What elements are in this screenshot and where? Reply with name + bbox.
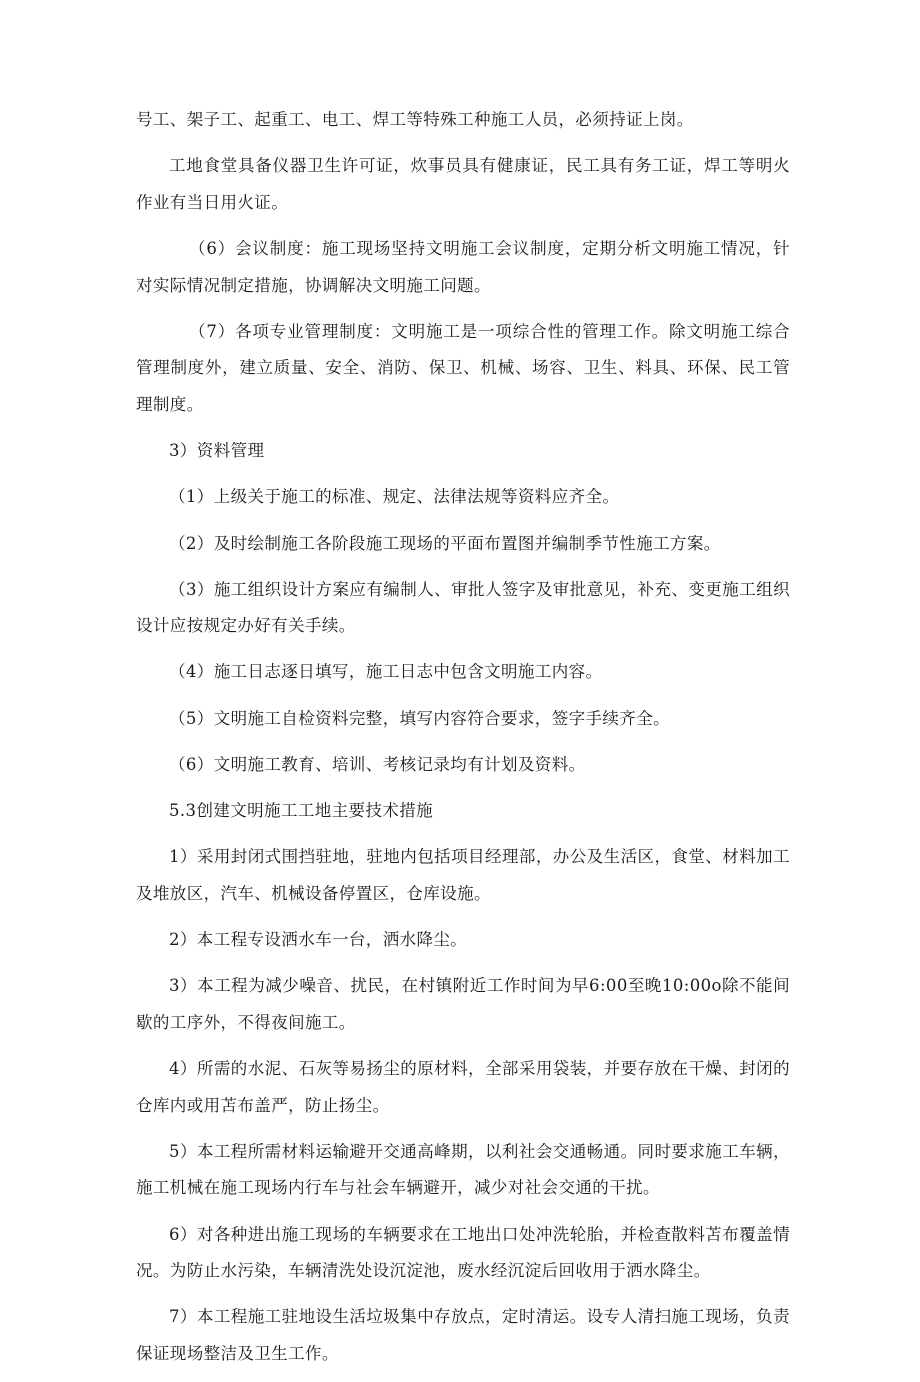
list-item-documents-6: （6）文明施工教育、培训、考核记录均有计划及资料。 [169,754,586,774]
list-item-documents-5: （5）文明施工自检资料完整，填写内容符合要求，签字手续齐全。 [169,708,670,728]
section-heading-documents: 3）资料管理 [169,441,265,461]
paragraph-management-systems: （7）各项专业管理制度：文明施工是一项综合性的管理工作。除文明施工综合管理制度外，建立质量、安全、消防、保卫、机械、场容、卫生、料具、环保、民工管理制度。 [136,321,790,414]
list-item-documents-4: （4）施工日志逐日填写，施工日志中包含文明施工内容。 [169,662,603,682]
list-item-documents-1: （1）上级关于施工的标准、规定、法律法规等资料应齐全。 [169,487,620,507]
measure-item-3: 3）本工程为减少噪音、扰民，在村镇附近工作时间为早6:00至晚10:00o除不能间歇的工序外，不得夜间施工。 [136,976,790,1032]
measure-item-5: 5）本工程所需材料运输避开交通高峰期，以利社会交通畅通。同时要求施工车辆，施工机械在施工现场内行车与社会车辆避开，减少对社会交通的干扰。 [136,1141,790,1198]
measure-item-7: 7）本工程施工驻地设生活垃圾集中存放点，定时清运。设专人清扫施工现场，负责保证现场整洁及卫生工作。 [136,1307,790,1363]
list-item-documents-2: （2）及时绘制施工各阶段施工现场的平面布置图并编制季节性施工方案。 [169,533,721,553]
measure-item-1: 1）采用封闭式围挡驻地，驻地内包括项目经理部，办公及生活区，食堂、材料加工及堆放区，汽车、机械设备停置区，仓库设施。 [136,847,790,903]
measure-item-4: 4）所需的水泥、石灰等易扬尘的原材料，全部采用袋装，并要存放在干燥、封闭的仓库内或用苫布盖严，防止扬尘。 [136,1058,790,1115]
measure-item-2: 2）本工程专设洒水车一台，洒水降尘。 [169,930,468,949]
section-heading-5-3: 5.3创建文明施工工地主要技术措施 [169,801,434,821]
paragraph-continuation: 号工、架子工、起重工、电工、焊工等特殊工种施工人员，必须持证上岗。 [136,110,694,129]
document-page [136,102,790,1382]
list-item-documents-3: （3）施工组织设计方案应有编制人、审批人签字及审批意见，补充、变更施工组织设计应按规定办好有关手续。 [136,579,790,636]
measure-item-6: 6）对各种进出施工现场的车辆要求在工地出口处冲洗轮胎，并检查散料苫布覆盖情况。为防止水污染，车辆清洗处设沉淀池，废水经沉淀后回收用于洒水降尘。 [136,1224,790,1281]
paragraph-meeting-system: （6）会议制度：施工现场坚持文明施工会议制度，定期分析文明施工情况，针对实际情况制定措施，协调解决文明施工问题。 [136,238,790,295]
paragraph-canteen-permits: 工地食堂具备仪器卫生许可证，炊事员具有健康证，民工具有务工证，焊工等明火作业有当日用火证。 [136,156,790,212]
